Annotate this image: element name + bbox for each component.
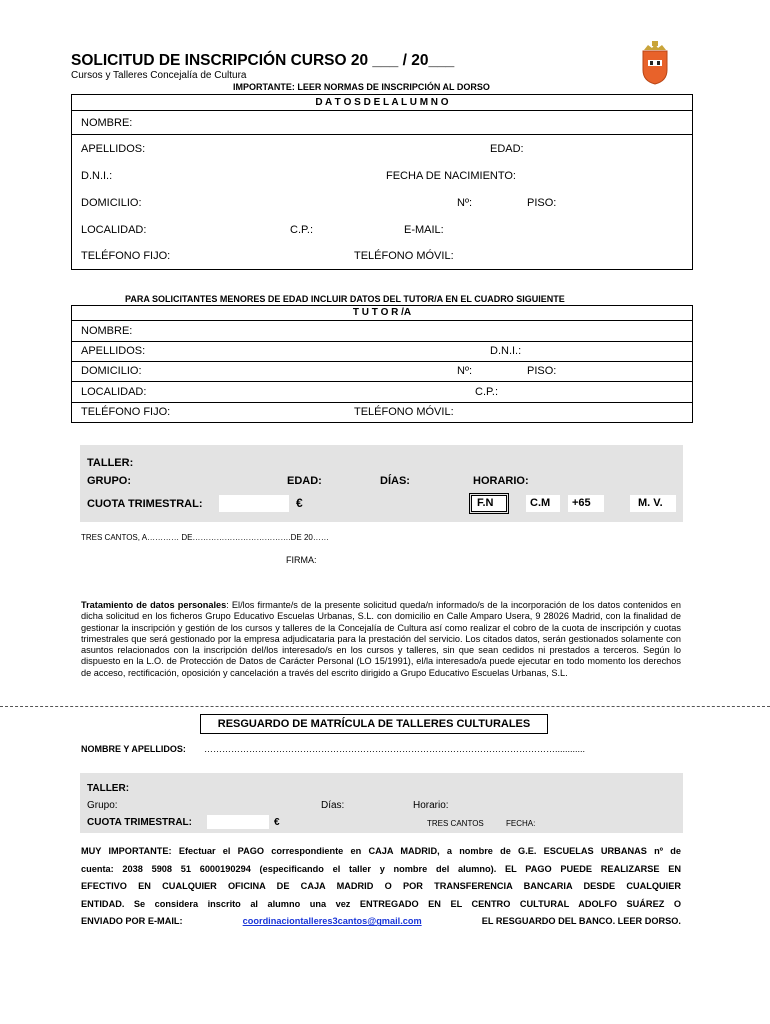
student-dni-label: D.N.I.: [81,170,113,182]
payment-line-5 [81,913,681,931]
student-email-label: E-MAIL: [404,224,444,236]
cut-line [0,706,770,707]
tutor-postcode-label: C.P.: [475,386,499,398]
receipt-name-label: NOMBRE Y APELLIDOS: [81,744,186,754]
form-title: SOLICITUD DE INSCRIPCIÓN CURSO 20 ___ / 20___ [71,52,455,69]
receipt-workshop-label: TALLER: [87,783,130,794]
student-name-label: NOMBRE: [81,117,133,129]
age-label: EDAD: [287,475,322,487]
contact-email-link[interactable]: coordinaciontalleres3cantos@gmail.com [242,916,422,927]
over65-label: +65 [572,497,591,509]
receipt-fee-field[interactable] [207,815,269,829]
receipt-date-label: FECHA: [506,819,536,828]
receipt-days-label: Días: [321,800,345,811]
tutor-landline-label: TELÉFONO FIJO: [81,406,171,418]
tutor-dni-label: D.N.I.: [490,345,522,357]
important-notice: IMPORTANTE: LEER NORMAS DE INSCRIPCIÓN AL DORSO [233,82,490,92]
workshop-label: TALLER: [87,457,134,469]
place-date-line: TRES CANTOS, A………… DE……………………………….DE 20…… [81,533,329,542]
receipt-name-field[interactable]: ………………………………………………………………………………………………………............ [204,744,586,754]
payment-line-4: ENTIDAD. Se considera inscrito al alumno una vez ENTREGADO EN EL CENTRO CULTURAL ADOLFO SUÁREZ O [81,898,681,909]
days-label: DÍAS: [380,475,410,487]
tutor-town-label: LOCALIDAD: [81,386,147,398]
tutor-data-box [71,305,693,423]
student-number-label: Nº: [457,197,473,209]
student-postcode-label: C.P.: [290,224,314,236]
form-subtitle: Cursos y Talleres Concejalía de Cultura [71,70,247,81]
privacy-notice-title: Tratamiento de datos personales [81,600,227,610]
receipt-schedule-label: Horario: [413,800,449,811]
student-town-label: LOCALIDAD: [81,224,147,236]
tutor-address-label: DOMICILIO: [81,365,142,377]
mv-label: M. V. [638,497,663,509]
privacy-notice [81,600,681,679]
payment-line-3: EFECTIVO EN CUALQUIER OFICINA DE CAJA MADRID O POR TRANSFERENCIA BANCARIA DESDE CUALQUIER [81,881,681,892]
privacy-notice-text: : El/los firmante/s de la presente solicitud queda/n informado/s de la incorporación de los datos contenidos en dicha solicitud en los ficheros Grupo Educativo Escuelas Urbanas, S.L. con domicilio en Calle Amparo Usera, 9 28026 Madrid, con la finalidad de gestionar la inscripción y gestión de los cursos y talleres de la Concejalía de Cultura así como realizar el cobro de la cuota de inscripción y cuotas trimestrales que será gestionado por la empresa adjudicataria para la prestación del servicio. Los citados datos, serán gestionados solamente con asuntos relacionados con la inscripción del/los interesado/s en los cursos y talleres, sin que sean cedidos ni prestados a terceros. Según lo dispuesto en la L.O. de Protección de Datos de Carácter Personal (LO 15/1991), el/la interesado/a puede ejecutar en todo momento los derechos de acceso, rectificación, oposición y cancelación a través del escrito dirigido a Grupo Educativo Escuelas Urbanas, S.L. [81,600,681,678]
student-floor-label: PISO: [527,197,557,209]
student-mobile-label: TELÉFONO MÓVIL: [354,250,454,262]
fn-label: F.N [477,497,494,509]
payment-line-2: cuenta: 2038 5908 51 6000190294 (especificando el taller y nombre del alumno). EL PAGO PUEDE REALIZARSE EN [81,863,681,874]
tutor-instruction: PARA SOLICITANTES MENORES DE EDAD INCLUIR DATOS DEL TUTOR/A EN EL CUADRO SIGUIENTE [125,294,565,304]
payment-line-5-start: ENVIADO POR E-MAIL: [81,916,183,927]
tutor-mobile-label: TELÉFONO MÓVIL: [354,406,454,418]
quarterly-fee-field[interactable] [219,495,289,512]
quarterly-fee-label: CUOTA TRIMESTRAL: [87,498,203,510]
payment-instructions [81,843,681,931]
student-data-box [71,94,693,270]
receipt-title: RESGUARDO DE MATRÍCULA DE TALLERES CULTURALES [217,718,531,730]
cm-label: C.M [530,497,551,509]
tutor-surname-label: APELLIDOS: [81,345,146,357]
tutor-number-label: Nº: [457,365,473,377]
group-label: GRUPO: [87,475,131,487]
student-data-heading: D A T O S D E L A L U M N O [72,95,692,111]
student-address-label: DOMICILIO: [81,197,142,209]
student-age-label: EDAD: [490,143,524,155]
receipt-title-box [200,714,548,734]
receipt-place: TRES CANTOS [427,819,484,828]
tutor-name-label: NOMBRE: [81,325,133,337]
payment-line-5-end: EL RESGUARDO DEL BANCO. LEER DORSO. [481,916,681,927]
municipal-coat-of-arms-icon [640,40,670,85]
receipt-fee-label: CUOTA TRIMESTRAL: [87,817,192,828]
tutor-floor-label: PISO: [527,365,557,377]
signature-label: FIRMA: [286,555,317,565]
euro-symbol: € [296,496,303,510]
receipt-euro-symbol: € [274,817,280,828]
student-surname-label: APELLIDOS: [81,143,146,155]
schedule-label: HORARIO: [473,475,529,487]
receipt-group-label: Grupo: [87,800,118,811]
tutor-data-heading: T U T O R /A [72,306,692,321]
student-landline-label: TELÉFONO FIJO: [81,250,171,262]
student-birthdate-label: FECHA DE NACIMIENTO: [386,170,516,182]
payment-line-1: MUY IMPORTANTE: Efectuar el PAGO correspondiente en CAJA MADRID, a nombre de G.E. ESCUELAS URBANAS nº de [81,846,681,856]
